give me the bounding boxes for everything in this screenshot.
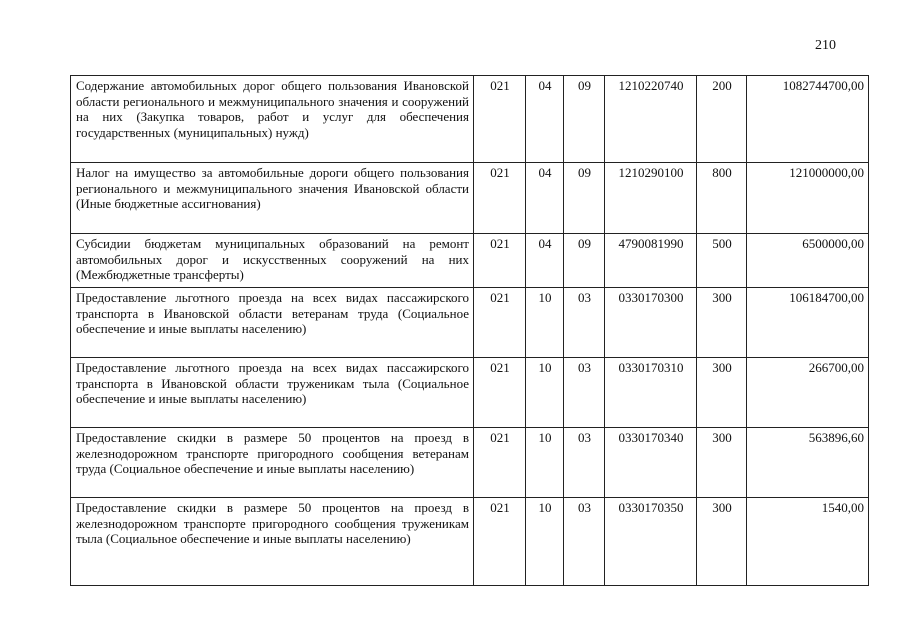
- row-subsection-code: 09: [564, 234, 605, 288]
- table-row: [71, 428, 869, 498]
- row-grbs-code: 021: [474, 76, 526, 163]
- row-description: Предоставление скидки в размере 50 процентов на проезд в железнодорожном транспорте пригородного сообщения ветеранам труда (Социальное обеспечение и иные выплаты населению): [71, 428, 474, 498]
- row-subsection-code: 09: [564, 163, 605, 234]
- row-target-article: 1210220740: [605, 76, 697, 163]
- row-grbs-code: 021: [474, 498, 526, 586]
- row-subsection-code: 09: [564, 76, 605, 163]
- row-section-code: 04: [526, 234, 564, 288]
- row-subsection-code: 03: [564, 428, 605, 498]
- table-row: [71, 163, 869, 234]
- row-target-article: 0330170340: [605, 428, 697, 498]
- row-target-article: 1210290100: [605, 163, 697, 234]
- table-row: [71, 76, 869, 163]
- row-section-code: 10: [526, 428, 564, 498]
- row-description: Предоставление льготного проезда на всех видах пассажирского транспорта в Ивановской области труженикам тыла (Социальное обеспечение и иные выплаты населению): [71, 358, 474, 428]
- row-section-code: 10: [526, 288, 564, 358]
- row-grbs-code: 021: [474, 163, 526, 234]
- table-row: [71, 358, 869, 428]
- row-expense-type: 200: [697, 76, 747, 163]
- row-description: Предоставление скидки в размере 50 процентов на проезд в железнодорожном транспорте пригородного сообщения труженикам тыла (Социальное обеспечение и иные выплаты населению): [71, 498, 474, 586]
- row-amount: 266700,00: [747, 358, 869, 428]
- row-description: Содержание автомобильных дорог общего пользования Ивановской области регионального и межмуниципального значения и сооружений на них (Закупка товаров, работ и услуг для обеспечения государственных (муниципальных) нужд): [71, 76, 474, 163]
- row-section-code: 04: [526, 76, 564, 163]
- row-expense-type: 300: [697, 358, 747, 428]
- row-expense-type: 300: [697, 428, 747, 498]
- row-subsection-code: 03: [564, 358, 605, 428]
- row-subsection-code: 03: [564, 288, 605, 358]
- row-amount: 1540,00: [747, 498, 869, 586]
- row-expense-type: 800: [697, 163, 747, 234]
- row-target-article: 0330170310: [605, 358, 697, 428]
- row-grbs-code: 021: [474, 358, 526, 428]
- row-subsection-code: 03: [564, 498, 605, 586]
- row-amount: 1082744700,00: [747, 76, 869, 163]
- row-section-code: 04: [526, 163, 564, 234]
- table-row: [71, 288, 869, 358]
- row-amount: 121000000,00: [747, 163, 869, 234]
- budget-table: [70, 75, 869, 586]
- row-grbs-code: 021: [474, 288, 526, 358]
- row-expense-type: 500: [697, 234, 747, 288]
- row-target-article: 0330170350: [605, 498, 697, 586]
- row-section-code: 10: [526, 358, 564, 428]
- row-grbs-code: 021: [474, 234, 526, 288]
- row-amount: 6500000,00: [747, 234, 869, 288]
- row-expense-type: 300: [697, 498, 747, 586]
- table-row: [71, 498, 869, 586]
- table-row: [71, 234, 869, 288]
- row-description: Предоставление льготного проезда на всех видах пассажирского транспорта в Ивановской области ветеранам труда (Социальное обеспечение и иные выплаты населению): [71, 288, 474, 358]
- row-amount: 563896,60: [747, 428, 869, 498]
- row-description: Налог на имущество за автомобильные дороги общего пользования регионального и межмуниципального значения Ивановской области (Иные бюджетные ассигнования): [71, 163, 474, 234]
- page-number: 210: [815, 38, 836, 53]
- row-expense-type: 300: [697, 288, 747, 358]
- row-target-article: 4790081990: [605, 234, 697, 288]
- row-target-article: 0330170300: [605, 288, 697, 358]
- row-description: Субсидии бюджетам муниципальных образований на ремонт автомобильных дорог и искусственных сооружений на них (Межбюджетные трансферты): [71, 234, 474, 288]
- row-amount: 106184700,00: [747, 288, 869, 358]
- row-grbs-code: 021: [474, 428, 526, 498]
- row-section-code: 10: [526, 498, 564, 586]
